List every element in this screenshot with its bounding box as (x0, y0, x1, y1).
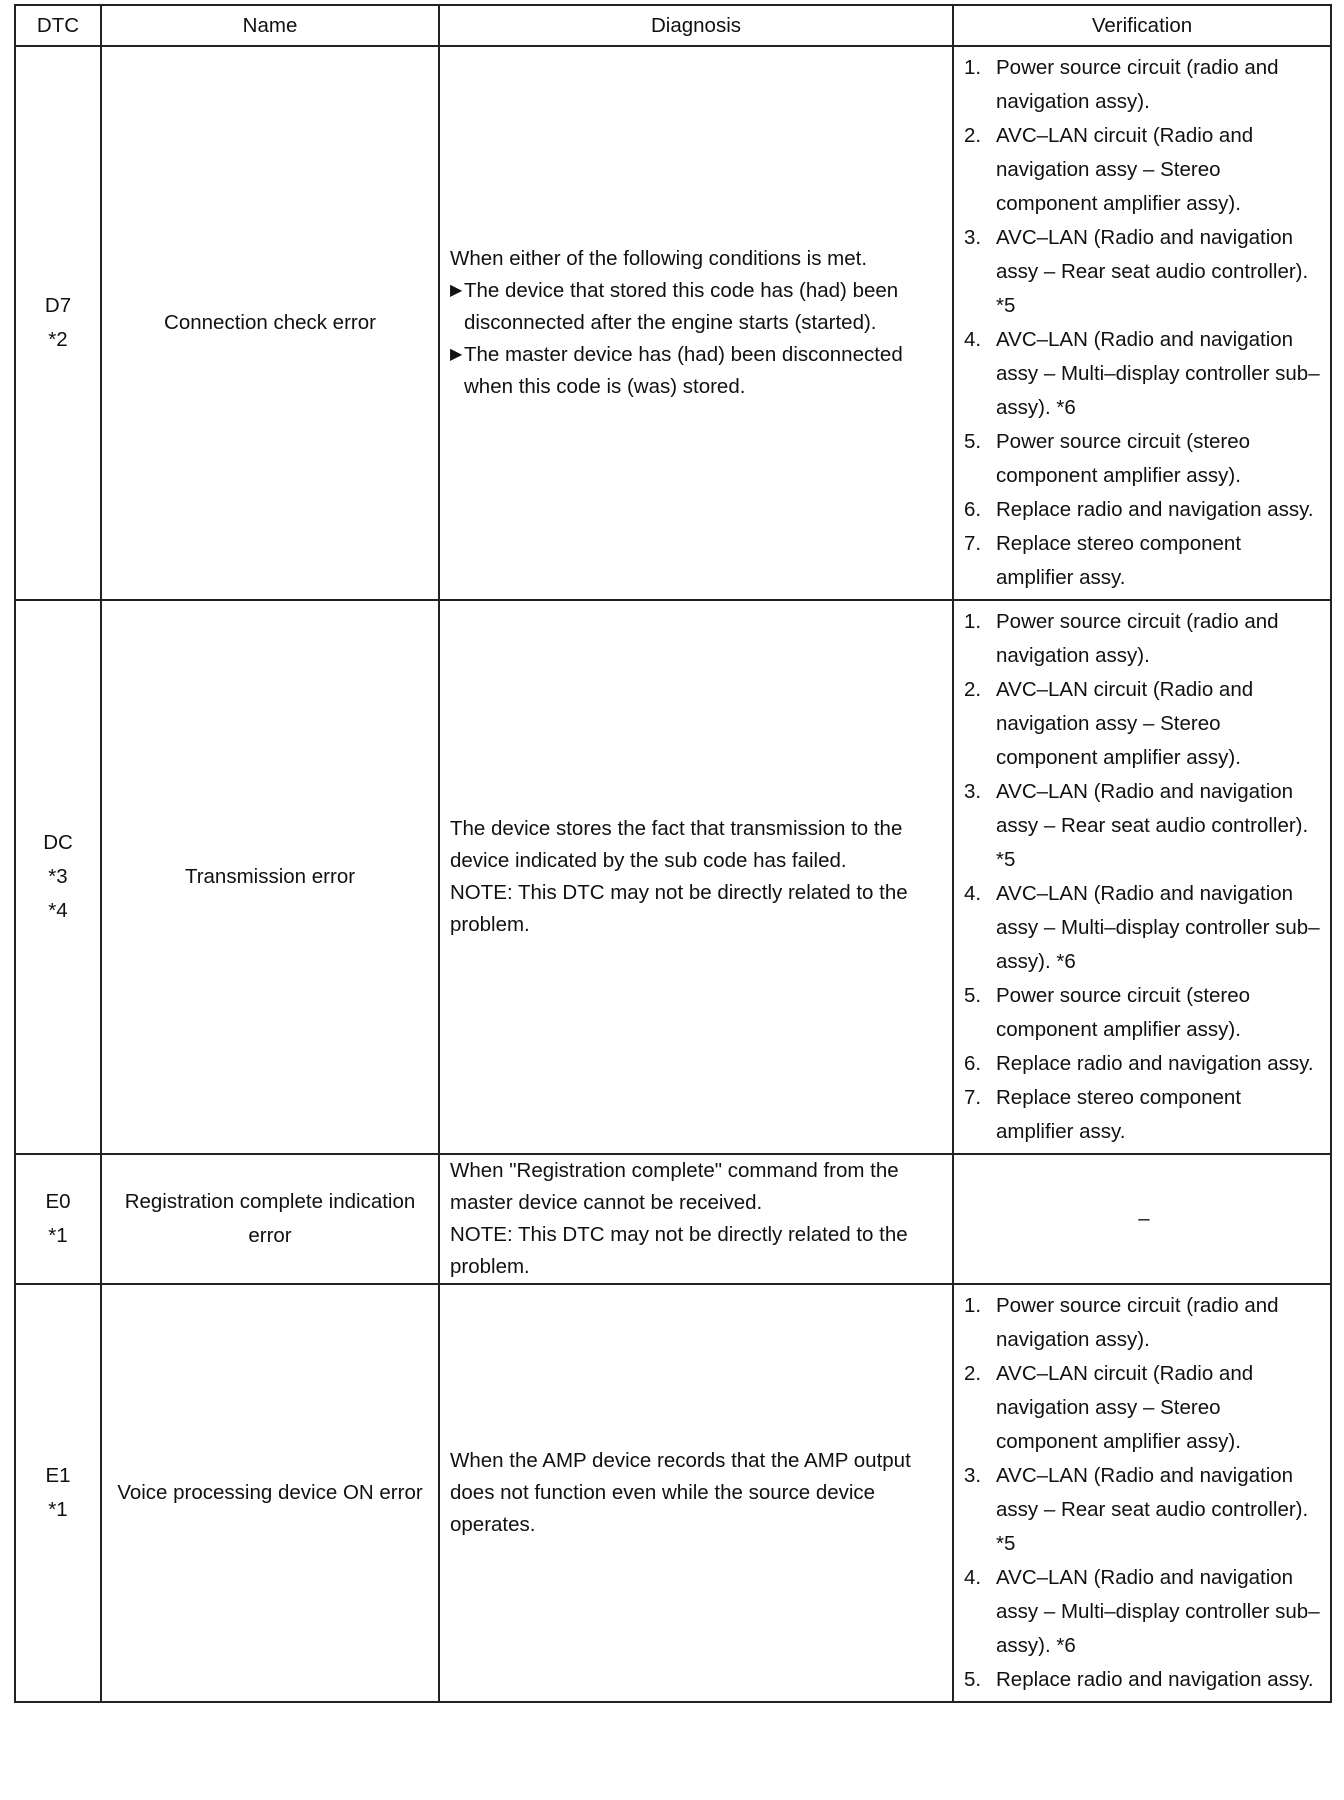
step-text: Power source circuit (radio and navigation assy). (996, 1294, 1279, 1351)
dtc-code-cell (15, 46, 101, 600)
verification-none: – (1138, 1207, 1150, 1230)
verification-step (964, 1047, 1324, 1081)
verification-step (964, 979, 1324, 1047)
verification-step (964, 323, 1324, 425)
dtc-code-cell (15, 1284, 101, 1702)
step-text: AVC–LAN (Radio and navigation assy – Multi–display controller sub–assy). *6 (996, 328, 1320, 419)
header-dtc: DTC (15, 5, 101, 46)
table-row (15, 1154, 1331, 1284)
step-text: AVC–LAN (Radio and navigation assy – Rear seat audio controller). *5 (996, 226, 1309, 317)
step-number: 1. (964, 56, 982, 79)
step-text: AVC–LAN (Radio and navigation assy – Multi–display controller sub–assy). *6 (996, 1566, 1320, 1657)
verification-cell (953, 46, 1331, 600)
step-number: 2. (964, 124, 982, 147)
diagnosis-cell (439, 46, 953, 600)
verification-step (964, 605, 1324, 673)
triangle-bullet-icon: ▶ (450, 282, 463, 299)
diagnosis-bullet (450, 275, 944, 339)
verification-steps (964, 605, 1324, 1149)
step-text: AVC–LAN circuit (Radio and navigation assy – Stereo component amplifier assy). (996, 124, 1254, 215)
verification-step (964, 1357, 1324, 1459)
step-number: 3. (964, 226, 982, 249)
step-text: AVC–LAN circuit (Radio and navigation assy – Stereo component amplifier assy). (996, 678, 1254, 769)
dtc-note: *2 (48, 328, 68, 351)
header-diagnosis: Diagnosis (439, 5, 953, 46)
diagnosis-cell (439, 600, 953, 1154)
step-text: Power source circuit (radio and navigation assy). (996, 56, 1279, 113)
step-number: 4. (964, 328, 982, 351)
verification-cell (953, 600, 1331, 1154)
step-number: 5. (964, 984, 982, 1007)
step-text: Power source circuit (stereo component amplifier assy). (996, 984, 1251, 1041)
step-number: 3. (964, 780, 982, 803)
verification-step (964, 119, 1324, 221)
dtc-name: Transmission error (101, 600, 439, 1154)
step-text: Replace stereo component amplifier assy. (996, 532, 1242, 589)
step-text: AVC–LAN (Radio and navigation assy – Multi–display controller sub–assy). *6 (996, 882, 1320, 973)
diagnosis-text: NOTE: This DTC may not be directly related to the problem. (450, 1223, 908, 1278)
verification-cell (953, 1154, 1331, 1284)
verification-step (964, 775, 1324, 877)
dtc-code: D7 (44, 294, 72, 317)
dtc-name: Registration complete indication error (101, 1154, 439, 1284)
dtc-code: E0 (45, 1190, 71, 1213)
diagnosis-text: The device stores the fact that transmission to the device indicated by the sub code has failed. (450, 817, 903, 872)
verification-step (964, 527, 1324, 595)
dtc-name: Voice processing device ON error (101, 1284, 439, 1702)
step-text: Replace radio and navigation assy. (996, 1052, 1314, 1075)
header-name: Name (101, 5, 439, 46)
step-number: 3. (964, 1464, 982, 1487)
diagnosis-text: When the AMP device records that the AMP output does not function even while the source device operates. (450, 1449, 911, 1536)
dtc-table (14, 4, 1332, 1703)
triangle-bullet-icon: ▶ (450, 346, 463, 363)
table-row (15, 600, 1331, 1154)
step-text: Replace radio and navigation assy. (996, 1668, 1314, 1691)
verification-step (964, 1289, 1324, 1357)
diagnosis-intro: When either of the following conditions is met. (450, 247, 868, 270)
verification-step (964, 51, 1324, 119)
step-text: Power source circuit (radio and navigation assy). (996, 610, 1279, 667)
diagnosis-text: When "Registration complete" command from the master device cannot be received. (450, 1159, 899, 1214)
dtc-name: Connection check error (101, 46, 439, 600)
step-number: 5. (964, 1668, 982, 1691)
dtc-note: *3 (48, 865, 68, 888)
diagnosis-bullet (450, 339, 944, 403)
dtc-code: E1 (45, 1464, 71, 1487)
step-text: Power source circuit (stereo component amplifier assy). (996, 430, 1251, 487)
diagnosis-bullet-text: The device that stored this code has (had) been disconnected after the engine starts (started). (464, 279, 899, 334)
header-row (15, 5, 1331, 46)
verification-step (964, 221, 1324, 323)
diagnosis-bullet-text: The master device has (had) been disconnected when this code is (was) stored. (464, 343, 903, 398)
step-number: 2. (964, 678, 982, 701)
step-number: 4. (964, 1566, 982, 1589)
table-row (15, 1284, 1331, 1702)
verification-steps (964, 1289, 1324, 1697)
dtc-note: *1 (48, 1498, 68, 1521)
table-row (15, 46, 1331, 600)
step-number: 4. (964, 882, 982, 905)
verification-step (964, 493, 1324, 527)
step-number: 7. (964, 532, 982, 555)
step-number: 5. (964, 430, 982, 453)
step-text: AVC–LAN circuit (Radio and navigation assy – Stereo component amplifier assy). (996, 1362, 1254, 1453)
header-verification: Verification (953, 5, 1331, 46)
step-number: 1. (964, 610, 982, 633)
step-number: 6. (964, 1052, 982, 1075)
dtc-note: *4 (48, 899, 68, 922)
step-number: 6. (964, 498, 982, 521)
verification-step (964, 1459, 1324, 1561)
step-text: AVC–LAN (Radio and navigation assy – Rear seat audio controller). *5 (996, 1464, 1309, 1555)
step-number: 1. (964, 1294, 982, 1317)
diagnosis-cell (439, 1154, 953, 1284)
verification-step (964, 425, 1324, 493)
table-body (15, 46, 1331, 1702)
verification-step (964, 877, 1324, 979)
verification-cell (953, 1284, 1331, 1702)
step-text: Replace stereo component amplifier assy. (996, 1086, 1242, 1143)
step-number: 2. (964, 1362, 982, 1385)
verification-step (964, 1081, 1324, 1149)
diagnosis-cell (439, 1284, 953, 1702)
step-text: AVC–LAN (Radio and navigation assy – Rear seat audio controller). *5 (996, 780, 1309, 871)
dtc-note: *1 (48, 1224, 68, 1247)
verification-steps (964, 51, 1324, 595)
verification-step (964, 1663, 1324, 1697)
verification-step (964, 673, 1324, 775)
step-number: 7. (964, 1086, 982, 1109)
dtc-code-cell (15, 1154, 101, 1284)
dtc-code: DC (43, 831, 73, 854)
dtc-code-cell (15, 600, 101, 1154)
verification-step (964, 1561, 1324, 1663)
step-text: Replace radio and navigation assy. (996, 498, 1314, 521)
diagnosis-text: NOTE: This DTC may not be directly related to the problem. (450, 881, 908, 936)
